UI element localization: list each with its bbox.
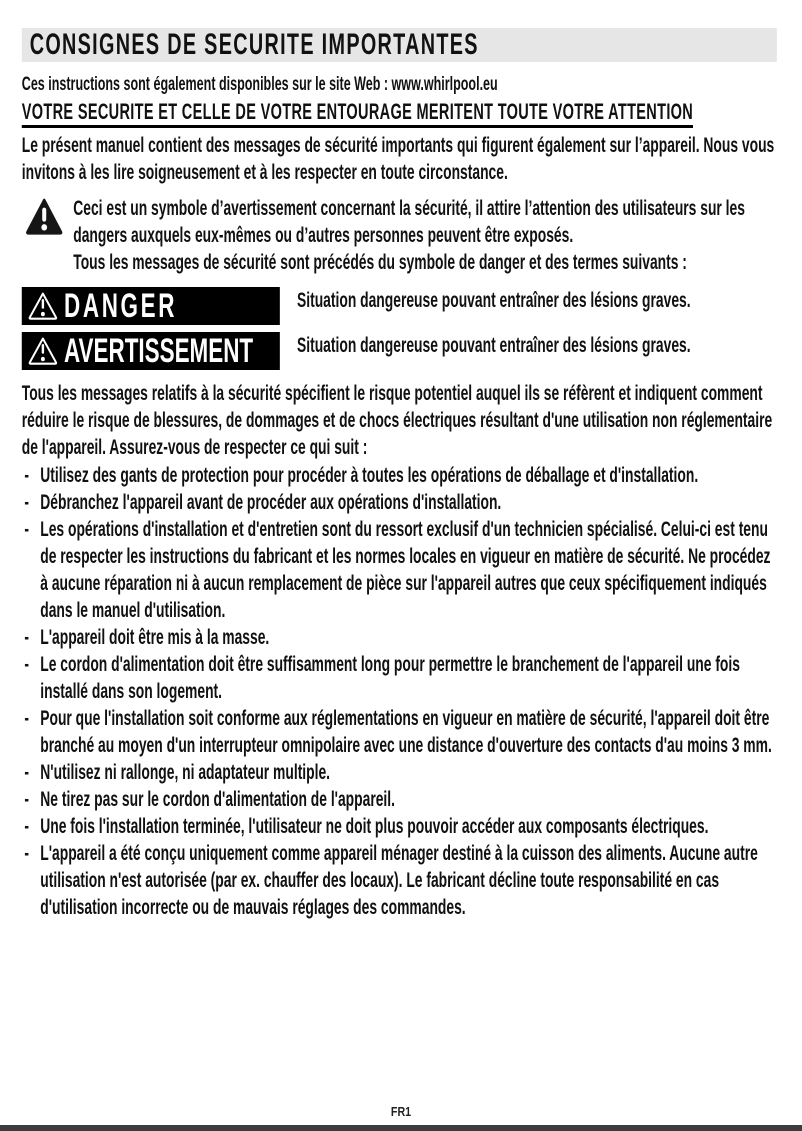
list-item-text: Ne tirez pas sur le cordon d'alimentation de l'appareil.	[40, 788, 395, 811]
safety-intro-paragraph: Tous les messages relatifs à la sécurité spécifient le risque potentiel auquel ils se réfèrent et indiquent comment réduire le risque de blessures, de dommages et de chocs électriques résultant d'une utilisation non réglementaire de l'appareil. Assurez-vous de respecter ce qui suit :	[21, 382, 773, 459]
attention-heading: VOTRE SECURITE ET CELLE DE VOTRE ENTOURAGE MERITENT TOUTE VOTRE ATTENTION	[22, 100, 693, 128]
bullet-marker: -	[24, 815, 30, 838]
bullet-marker: -	[24, 518, 30, 541]
web-availability-note: Ces instructions sont également disponibles sur le site Web : www.whirlpool.eu	[21, 74, 498, 95]
safety-symbol-line2: Tous les messages de sécurité sont précédés du symbole de danger et des termes suivants :	[73, 251, 687, 274]
warning-triangle-icon	[26, 198, 63, 276]
safety-bullet-list	[22, 462, 777, 921]
bullet-marker: -	[24, 761, 30, 784]
avertissement-description: Situation dangereuse pouvant entraîner des lésions graves.	[297, 334, 691, 357]
list-item	[22, 462, 777, 489]
list-item-text: L'appareil doit être mis à la masse.	[40, 626, 270, 649]
list-item	[22, 705, 777, 759]
danger-description: Situation dangereuse pouvant entraîner des lésions graves.	[297, 289, 691, 312]
safety-symbol-note	[22, 195, 777, 276]
list-item	[22, 489, 777, 516]
page-title: CONSIGNES DE SECURITE IMPORTANTES	[22, 28, 777, 62]
footer-page-code: FR1	[390, 1104, 412, 1119]
bullet-marker: -	[24, 491, 30, 514]
bullet-marker: -	[24, 788, 30, 811]
bullet-marker: -	[24, 707, 30, 730]
bullet-marker: -	[24, 464, 30, 487]
list-item-text: Débranchez l'appareil avant de procéder aux opérations d'installation.	[40, 491, 502, 514]
list-item	[22, 516, 777, 624]
list-item	[22, 786, 777, 813]
safety-symbol-text	[73, 195, 777, 276]
list-item	[22, 624, 777, 651]
danger-row	[22, 287, 777, 325]
list-item-text: Une fois l'installation terminée, l'utilisateur ne doit plus pouvoir accéder aux composants électriques.	[40, 815, 709, 838]
alert-definitions	[22, 287, 777, 370]
list-item	[22, 759, 777, 786]
bottom-bar	[0, 1125, 802, 1131]
avertissement-box	[22, 332, 280, 370]
intro-paragraph: Le présent manuel contient des messages de sécurité importants qui figurent également sur l’appareil. Nous vous invitons à les lire soigneusement et à les respecter en toute circonstance.	[21, 134, 775, 184]
attention-heading-row	[22, 95, 777, 128]
list-item	[22, 840, 777, 921]
list-item-text: Le cordon d'alimentation doit être suffisamment long pour permettre le branchement de l'appareil une fois installé dans son logement.	[40, 653, 740, 703]
list-item-text: Utilisez des gants de protection pour procéder à toutes les opérations de déballage et d'installation.	[40, 464, 699, 487]
list-item-text: Pour que l'installation soit conforme aux réglementations en vigueur en matière de sécurité, l'appareil doit être branché au moyen d'un interrupteur omnipolaire avec une distance d'ouverture des contacts d'au moins 3 mm.	[40, 707, 772, 757]
warning-triangle-outline-icon	[28, 292, 57, 320]
list-item	[22, 813, 777, 840]
danger-box	[22, 287, 280, 325]
danger-label: DANGER	[64, 286, 178, 325]
warning-triangle-outline-icon	[28, 337, 57, 365]
bullet-marker: -	[24, 626, 30, 649]
avertissement-label: AVERTISSEMENT	[64, 331, 254, 370]
list-item	[22, 651, 777, 705]
list-item-text: Les opérations d'installation et d'entretien sont du ressort exclusif d'un technicien spécialisé. Celui-ci est tenu de respecter les instructions du fabricant et les normes locales en vigueur en matière de sécurité. Ne procédez à aucune réparation ni à aucun remplacement de pièce sur l'appareil autres que ceux spécifiquement indiqués dans le manuel d'utilisation.	[40, 518, 771, 622]
avertissement-row	[22, 332, 777, 370]
bullet-marker: -	[24, 653, 30, 676]
list-item-text: N'utilisez ni rallonge, ni adaptateur multiple.	[40, 761, 331, 784]
list-item-text: L'appareil a été conçu uniquement comme appareil ménager destiné à la cuisson des aliments. Aucune autre utilisation n'est autorisée (par ex. chauffer des locaux). Le fabricant décline toute responsabilité en cas d'utilisation incorrecte ou de mauvais réglages des commandes.	[40, 842, 758, 919]
bullet-marker: -	[24, 842, 30, 865]
safety-symbol-line1: Ceci est un symbole d’avertissement concernant la sécurité, il attire l’attention des utilisateurs sur les dangers auxquels eux-mêmes ou d’autres personnes peuvent être exposés.	[73, 197, 745, 247]
